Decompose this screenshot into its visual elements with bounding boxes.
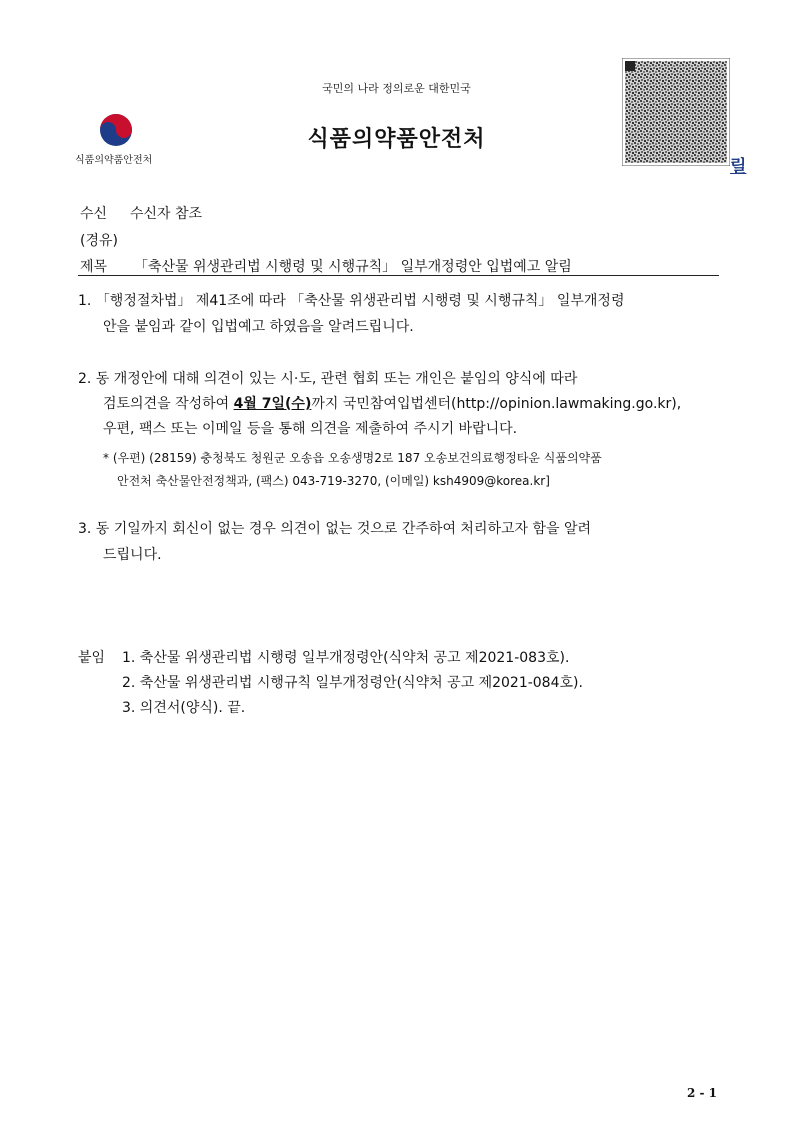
recipient-row [80, 203, 202, 223]
deadline-date: 4월 7일(수) [233, 396, 312, 412]
attachment-item: 1. 축산물 위생관리법 시행령 일부개정령안(식약처 공고 제2021-083호). [122, 650, 570, 666]
attachments-label: 붙임 [78, 650, 106, 666]
attachment-item: 3. 의견서(양식). 끝. [122, 700, 246, 716]
logo-text: 식품의약품안전처 [75, 155, 153, 166]
paragraph-2-line-2-post: 까지 국민참여입법센터(http://opinion.lawmaking.go.kr), [311, 396, 682, 412]
paragraph-2-line-3: 우편, 팩스 또는 이메일 등을 통해 의견을 제출하여 주시기 바랍니다. [103, 421, 518, 437]
paragraph-1-line-2: 안을 붙임과 같이 입법예고 하였음을 알려드립니다. [103, 319, 414, 335]
paragraph-2-line-1: 2. 동 개정안에 대해 의견이 있는 시·도, 관련 협회 또는 개인은 붙임의 양식에 따라 [78, 371, 578, 387]
paragraph-2-line-2 [103, 393, 681, 413]
page-number: 2 - 1 [686, 1086, 717, 1100]
org-name: 식품의약품안전처 [307, 127, 486, 152]
paragraph-3-line-2: 드립니다. [103, 547, 162, 563]
qr-code-icon [622, 58, 730, 166]
contact-note-line-2: 안전처 축산물안전정책과, (팩스) 043-719-3270, (이메일) ksh4909@korea.kr] [117, 474, 550, 488]
recipient-label: 수신 [80, 206, 108, 222]
paragraph-2-line-2-pre: 검토의견을 작성하여 [103, 396, 234, 412]
subject-label: 제목 [80, 259, 108, 275]
subject-row [80, 256, 572, 276]
subject-value: 「축산물 위생관리법 시행령 및 시행규칙」 일부개정령안 입법예고 알림 [133, 259, 572, 275]
header-divider [78, 275, 719, 276]
qr-tail-char: 릴 [730, 157, 747, 177]
paragraph-3-line-1: 3. 동 기일까지 회신이 없는 경우 의견이 없는 것으로 간주하여 처리하고자 함을 알려 [78, 521, 592, 537]
paragraph-1-line-1: 1. 「행정절차법」 제41조에 따라 「축산물 위생관리법 시행령 및 시행규칙」 일부개정령 [78, 293, 625, 309]
slogan: 국민의 나라 정의로운 대한민국 [322, 82, 471, 95]
attachment-item: 2. 축산물 위생관리법 시행규칙 일부개정령안(식약처 공고 제2021-084호). [122, 675, 583, 691]
contact-note-line-1: * (우편) (28159) 충청북도 청원군 오송읍 오송생명2로 187 오송보건의료행정타운 식품의약품 [103, 451, 602, 465]
via-row: (경유) [80, 233, 118, 249]
recipient-value: 수신자 참조 [129, 206, 203, 222]
